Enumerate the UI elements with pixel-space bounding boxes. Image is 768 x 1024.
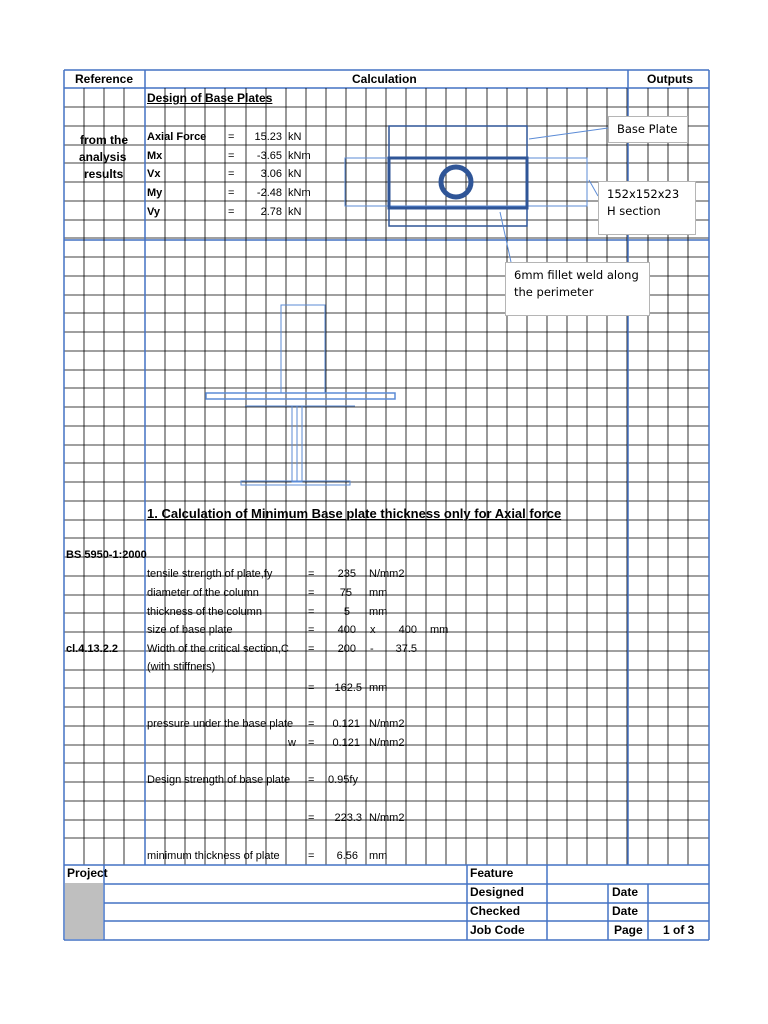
- design-strength-value: 0.95fy: [328, 774, 358, 786]
- min-thk-eq: =: [308, 850, 315, 862]
- c-result-unit: mm: [369, 682, 388, 694]
- h-section-leader: [589, 180, 598, 196]
- design-strength-eq: =: [308, 774, 315, 786]
- footer-date-1: Date: [612, 885, 639, 899]
- base-plate-leader: [529, 128, 608, 139]
- vx-unit: kN: [288, 168, 302, 180]
- size-eq: =: [308, 624, 315, 636]
- plan-view: [345, 126, 608, 262]
- dia-unit: mm: [369, 587, 388, 599]
- axial-force-unit: kN: [288, 131, 302, 143]
- header-calculation: Calculation: [352, 72, 417, 86]
- footer-page-number: 1 of 3: [663, 923, 695, 937]
- stiffeners-note: (with stiffners): [147, 661, 216, 673]
- elevation-view: [206, 305, 395, 485]
- base-plate-outline: [389, 126, 527, 226]
- thk-unit: mm: [369, 606, 388, 618]
- fy-eq: =: [308, 568, 315, 580]
- footer-job-code: Job Code: [470, 923, 525, 937]
- width-eq: =: [308, 643, 315, 655]
- h-section-outline: [345, 158, 587, 206]
- axial-force-eq: =: [228, 131, 235, 143]
- ref-note-2: analysis: [79, 150, 127, 164]
- pressure-unit: N/mm2: [369, 718, 405, 730]
- footer-page-label: Page: [614, 923, 643, 937]
- thk-label: thickness of the column: [147, 606, 262, 618]
- clause-ref: cl.4.13.2.2: [66, 643, 118, 655]
- calc-title: 1. Calculation of Minimum Base plate thickness only for Axial force: [147, 506, 562, 521]
- vx-eq: =: [228, 168, 235, 180]
- thk-eq: =: [308, 606, 315, 618]
- pressure-label: pressure under the base plate: [147, 718, 294, 730]
- vy-value: 2.78: [260, 206, 282, 218]
- design-strength-label: Design strength of base plate: [147, 774, 291, 786]
- width-op: -: [370, 643, 374, 655]
- callout-h-section-line1: 152x152x23: [607, 187, 680, 201]
- fy-value: 235: [337, 568, 356, 580]
- w-label: w: [288, 737, 296, 749]
- width-value-1: 200: [337, 643, 356, 655]
- callout-base-plate-text: Base Plate: [617, 122, 678, 136]
- callout-h-section-line2: H section: [607, 204, 661, 218]
- size-value-1: 400: [337, 624, 356, 636]
- mx-label: Mx: [147, 150, 163, 162]
- fy-label: tensile strength of plate,fy: [147, 568, 273, 580]
- min-thk-label: minimum thickness of plate: [147, 850, 280, 862]
- header-outputs: Outputs: [647, 72, 693, 86]
- column-circle: [441, 167, 471, 197]
- section-title: Design of Base Plates: [147, 91, 273, 105]
- header-reference: Reference: [75, 72, 134, 86]
- axial-force-value: 15.23: [254, 131, 282, 143]
- size-label: size of base plate: [147, 624, 233, 636]
- w-value: 0.121: [332, 737, 360, 749]
- callout-h-section: [598, 181, 696, 235]
- callout-weld: [505, 262, 650, 316]
- ds-result-eq: =: [308, 812, 315, 824]
- axial-force-label: Axial Force: [147, 131, 207, 143]
- c-result-eq: =: [308, 682, 315, 694]
- size-value-2: 400: [398, 624, 417, 636]
- width-value-2: 37.5: [395, 643, 417, 655]
- callout-weld-line1: 6mm fillet weld along: [514, 268, 639, 282]
- footer-feature: Feature: [470, 866, 514, 880]
- fy-unit: N/mm2: [369, 568, 405, 580]
- my-value: -2.48: [256, 187, 282, 199]
- vy-label: Vy: [147, 206, 161, 218]
- mx-value: -3.65: [256, 150, 282, 162]
- ref-note-3: results: [84, 167, 124, 181]
- thk-value: 5: [343, 606, 350, 618]
- pressure-eq: =: [308, 718, 315, 730]
- plate-elevation: [206, 393, 395, 399]
- my-eq: =: [228, 187, 235, 199]
- size-unit: mm: [430, 624, 449, 636]
- dia-eq: =: [308, 587, 315, 599]
- dia-label: diameter of the column: [147, 587, 259, 599]
- c-result-value: 162.5: [334, 682, 362, 694]
- footer-checked: Checked: [470, 904, 521, 918]
- w-unit: N/mm2: [369, 737, 405, 749]
- pressure-value: 0.121: [332, 718, 360, 730]
- my-unit: kNm: [288, 187, 311, 199]
- footer-designed: Designed: [470, 885, 525, 899]
- size-x: x: [370, 624, 376, 636]
- ds-result-value: 223.3: [334, 812, 362, 824]
- vx-value: 3.06: [260, 168, 282, 180]
- w-eq: =: [308, 737, 315, 749]
- min-thk-unit: mm: [369, 850, 388, 862]
- dia-value: 75: [339, 587, 352, 599]
- vy-eq: =: [228, 206, 235, 218]
- column-elevation: [281, 305, 325, 393]
- footer-date-2: Date: [612, 904, 639, 918]
- vx-label: Vx: [147, 168, 161, 180]
- ref-note-1: from the: [80, 133, 128, 147]
- vy-unit: kN: [288, 206, 302, 218]
- callout-weld-line2: the perimeter: [514, 285, 594, 299]
- my-label: My: [147, 187, 163, 199]
- footer-project: Project: [67, 866, 108, 880]
- mx-eq: =: [228, 150, 235, 162]
- min-thk-value: 6.56: [336, 850, 358, 862]
- callout-base-plate: [608, 116, 688, 143]
- standard-ref: BS 5950-1:2000: [66, 549, 147, 561]
- weld-leader: [500, 212, 511, 262]
- width-label: Width of the critical section,C: [147, 643, 289, 655]
- ds-result-unit: N/mm2: [369, 812, 405, 824]
- mx-unit: kNm: [288, 150, 311, 162]
